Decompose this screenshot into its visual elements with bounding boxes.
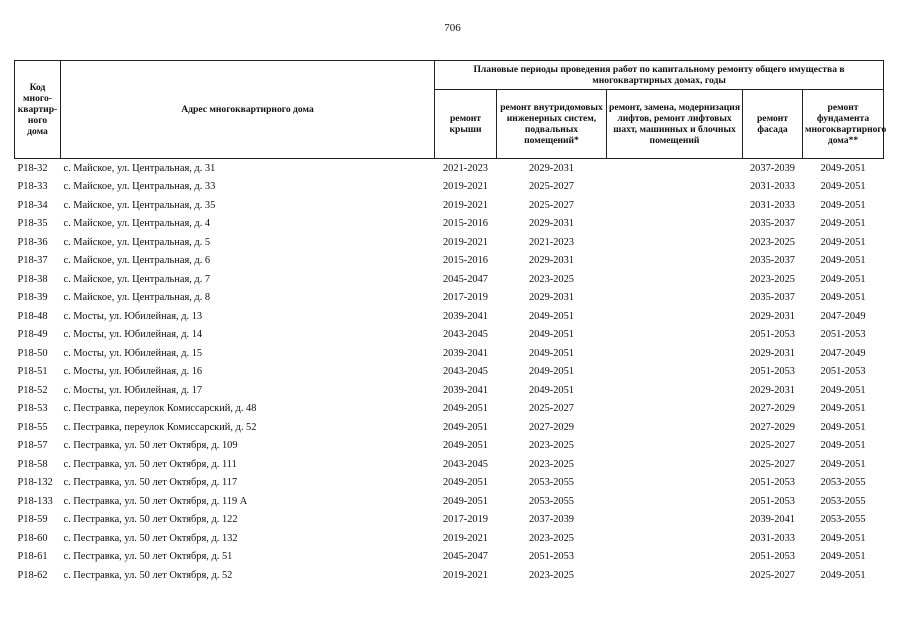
cell-systems: 2023-2025: [528, 273, 575, 285]
cell-roof: 2045-2047: [442, 551, 489, 563]
cell-systems: 2053-2055: [528, 477, 575, 489]
cell-address: с. Мосты, ул. Юбилейная, д. 15: [63, 347, 203, 359]
cell-roof: 2019-2021: [442, 569, 489, 581]
cell-systems: 2023-2025: [528, 569, 575, 581]
cell-systems: 2049-2051: [528, 310, 575, 322]
cell-address: с. Мосты, ул. Юбилейная, д. 14: [63, 329, 203, 341]
cell-address: с. Пестравка, ул. 50 лет Октября, д. 111: [63, 458, 237, 470]
cell-facade: 2031-2033: [749, 199, 796, 211]
cell-systems: 2049-2051: [528, 366, 575, 378]
cell-roof: 2017-2019: [442, 514, 489, 526]
cell-code: P18-133: [17, 495, 53, 507]
table-row: [15, 270, 884, 289]
cell-facade: 2023-2025: [749, 236, 796, 248]
table-row: [15, 307, 884, 326]
cell-facade: 2029-2031: [749, 310, 796, 322]
cell-roof: 2019-2021: [442, 532, 489, 544]
cell-address: с. Майское, ул. Центральная, д. 4: [63, 218, 211, 230]
cell-address: с. Майское, ул. Центральная, д. 5: [63, 236, 211, 248]
table-row: [15, 529, 884, 548]
cell-roof: 2021-2023: [442, 162, 489, 174]
cell-code: P18-57: [17, 440, 48, 452]
cell-address: с. Пестравка, ул. 50 лет Октября, д. 109: [63, 440, 238, 452]
cell-roof: 2049-2051: [442, 495, 489, 507]
cell-lifts: [607, 511, 743, 530]
cell-facade: 2035-2037: [749, 292, 796, 304]
header-foundation: ремонт фундамента многоквартирного дома**: [803, 90, 884, 159]
cell-roof: 2049-2051: [442, 403, 489, 415]
cell-facade: 2037-2039: [749, 162, 796, 174]
cell-code: P18-32: [17, 162, 48, 174]
cell-code: P18-37: [17, 255, 48, 267]
cell-roof: 2049-2051: [442, 440, 489, 452]
cell-code: P18-132: [17, 477, 53, 489]
table-row: [15, 548, 884, 567]
cell-address: с. Пестравка, ул. 50 лет Октября, д. 122: [63, 514, 238, 526]
header-periods-group: Плановые периоды проведения работ по капитальному ремонту общего имущества в многоквартирных домах, годы: [435, 61, 884, 90]
cell-facade: 2025-2027: [749, 458, 796, 470]
cell-lifts: [607, 548, 743, 567]
cell-address: с. Пестравка, переулок Комиссарский, д. 48: [63, 403, 257, 415]
cell-systems: 2025-2027: [528, 403, 575, 415]
cell-code: P18-61: [17, 551, 48, 563]
table-header: [15, 61, 887, 159]
cell-address: с. Майское, ул. Центральная, д. 33: [63, 181, 216, 193]
cell-address: с. Пестравка, переулок Комиссарский, д. 52: [63, 421, 257, 433]
cell-lifts: [607, 381, 743, 400]
cell-foundation: 2049-2051: [820, 292, 866, 304]
cell-systems: 2029-2031: [528, 162, 575, 174]
cell-roof: 2019-2021: [442, 181, 489, 193]
cell-address: с. Мосты, ул. Юбилейная, д. 16: [63, 366, 203, 378]
cell-facade: 2027-2029: [749, 421, 796, 433]
cell-systems: 2049-2051: [528, 347, 575, 359]
cell-lifts: [607, 344, 743, 363]
page-number: 706: [444, 22, 461, 34]
cell-code: P18-36: [17, 236, 48, 248]
cell-address: с. Мосты, ул. Юбилейная, д. 13: [63, 310, 203, 322]
cell-lifts: [607, 159, 743, 178]
repair-schedule-table: [14, 60, 887, 585]
table-row: [15, 566, 884, 585]
cell-systems: 2051-2053: [528, 551, 575, 563]
cell-lifts: [607, 252, 743, 271]
cell-lifts: [607, 400, 743, 419]
cell-address: с. Пестравка, ул. 50 лет Октября, д. 117: [63, 477, 238, 489]
cell-foundation: 2047-2049: [820, 310, 866, 322]
cell-facade: 2035-2037: [749, 255, 796, 267]
cell-lifts: [607, 215, 743, 234]
cell-lifts: [607, 178, 743, 197]
cell-facade: 2039-2041: [749, 514, 796, 526]
cell-address: с. Майское, ул. Центральная, д. 7: [63, 273, 211, 285]
cell-facade: 2025-2027: [749, 569, 796, 581]
cell-facade: 2051-2053: [749, 329, 796, 341]
cell-foundation: 2049-2051: [820, 236, 866, 248]
table-row: [15, 511, 884, 530]
cell-systems: 2053-2055: [528, 495, 575, 507]
cell-address: с. Майское, ул. Центральная, д. 31: [63, 162, 216, 174]
cell-address: с. Пестравка, ул. 50 лет Октября, д. 51: [63, 551, 233, 563]
cell-foundation: 2049-2051: [820, 421, 866, 433]
cell-lifts: [607, 474, 743, 493]
cell-facade: 2035-2037: [749, 218, 796, 230]
cell-systems: 2025-2027: [528, 199, 575, 211]
cell-code: P18-39: [17, 292, 48, 304]
cell-address: с. Мосты, ул. Юбилейная, д. 17: [63, 384, 203, 396]
cell-lifts: [607, 418, 743, 437]
table-row: [15, 215, 884, 234]
cell-address: с. Пестравка, ул. 50 лет Октября, д. 52: [63, 569, 233, 581]
table-row: [15, 159, 884, 178]
cell-roof: 2017-2019: [442, 292, 489, 304]
cell-foundation: 2049-2051: [820, 255, 866, 267]
cell-foundation: 2049-2051: [820, 162, 866, 174]
cell-foundation: 2047-2049: [820, 347, 866, 359]
header-roof: ремонт крыши: [435, 90, 497, 159]
cell-facade: 2023-2025: [749, 273, 796, 285]
cell-systems: 2023-2025: [528, 458, 575, 470]
cell-code: P18-53: [17, 403, 48, 415]
cell-lifts: [607, 289, 743, 308]
header-address: Адрес многоквартирного дома: [61, 61, 435, 159]
cell-facade: 2051-2053: [749, 477, 796, 489]
cell-foundation: 2053-2055: [820, 477, 866, 489]
cell-roof: 2045-2047: [442, 273, 489, 285]
cell-foundation: 2053-2055: [820, 495, 866, 507]
cell-roof: 2019-2021: [442, 236, 489, 248]
header-facade: ремонт фасада: [743, 90, 803, 159]
cell-code: P18-34: [17, 199, 48, 211]
cell-address: с. Пестравка, ул. 50 лет Октября, д. 119 А: [63, 495, 248, 507]
cell-roof: 2015-2016: [442, 255, 489, 267]
cell-code: P18-33: [17, 181, 48, 193]
cell-facade: 2025-2027: [749, 440, 796, 452]
cell-foundation: 2049-2051: [820, 403, 866, 415]
cell-foundation: 2051-2053: [820, 366, 866, 378]
header-code: Код много-квартир-ного дома: [15, 61, 61, 159]
table-row: [15, 418, 884, 437]
cell-facade: 2051-2053: [749, 551, 796, 563]
cell-facade: 2051-2053: [749, 366, 796, 378]
cell-address: с. Майское, ул. Центральная, д. 35: [63, 199, 216, 211]
cell-code: P18-55: [17, 421, 48, 433]
cell-code: P18-62: [17, 569, 48, 581]
cell-foundation: 2051-2053: [820, 329, 866, 341]
cell-roof: 2039-2041: [442, 347, 489, 359]
cell-roof: 2039-2041: [442, 384, 489, 396]
header-lifts: ремонт, замена, модернизация лифтов, ремонт лифтовых шахт, машинных и блочных помещений: [607, 90, 743, 159]
cell-code: P18-59: [17, 514, 48, 526]
cell-address: с. Майское, ул. Центральная, д. 8: [63, 292, 211, 304]
cell-facade: 2027-2029: [749, 403, 796, 415]
cell-facade: 2029-2031: [749, 384, 796, 396]
cell-lifts: [607, 455, 743, 474]
cell-foundation: 2049-2051: [820, 181, 866, 193]
cell-lifts: [607, 492, 743, 511]
cell-systems: 2029-2031: [528, 218, 575, 230]
cell-code: P18-51: [17, 366, 48, 378]
table-row: [15, 344, 884, 363]
cell-code: P18-38: [17, 273, 48, 285]
cell-lifts: [607, 529, 743, 548]
table-row: [15, 400, 884, 419]
cell-lifts: [607, 566, 743, 585]
cell-roof: 2049-2051: [442, 421, 489, 433]
cell-systems: 2049-2051: [528, 329, 575, 341]
cell-code: P18-52: [17, 384, 48, 396]
cell-foundation: 2049-2051: [820, 440, 866, 452]
cell-systems: 2027-2029: [528, 421, 575, 433]
cell-lifts: [607, 270, 743, 289]
table-row: [15, 252, 884, 271]
cell-address: с. Пестравка, ул. 50 лет Октября, д. 132: [63, 532, 238, 544]
table-row: [15, 455, 884, 474]
cell-foundation: 2049-2051: [820, 199, 866, 211]
cell-roof: 2043-2045: [442, 458, 489, 470]
table-body: [15, 159, 884, 585]
cell-code: P18-49: [17, 329, 48, 341]
table-row: [15, 233, 884, 252]
cell-systems: 2049-2051: [528, 384, 575, 396]
header-systems: ремонт внутридомовых инженерных систем, подвальных помещений*: [497, 90, 607, 159]
cell-systems: 2023-2025: [528, 440, 575, 452]
cell-systems: 2037-2039: [528, 514, 575, 526]
cell-code: P18-35: [17, 218, 48, 230]
table-row: [15, 196, 884, 215]
cell-systems: 2021-2023: [528, 236, 575, 248]
cell-roof: 2049-2051: [442, 477, 489, 489]
cell-systems: 2023-2025: [528, 532, 575, 544]
cell-foundation: 2053-2055: [820, 514, 866, 526]
cell-facade: 2029-2031: [749, 347, 796, 359]
cell-lifts: [607, 437, 743, 456]
cell-code: P18-60: [17, 532, 48, 544]
table-row: [15, 326, 884, 345]
cell-roof: 2043-2045: [442, 329, 489, 341]
cell-address: с. Майское, ул. Центральная, д. 6: [63, 255, 211, 267]
cell-lifts: [607, 196, 743, 215]
cell-code: P18-58: [17, 458, 48, 470]
cell-lifts: [607, 363, 743, 382]
cell-lifts: [607, 307, 743, 326]
cell-lifts: [607, 233, 743, 252]
cell-lifts: [607, 326, 743, 345]
cell-foundation: 2049-2051: [820, 273, 866, 285]
cell-facade: 2031-2033: [749, 181, 796, 193]
cell-facade: 2031-2033: [749, 532, 796, 544]
table-row: [15, 289, 884, 308]
table-row: [15, 178, 884, 197]
cell-roof: 2015-2016: [442, 218, 489, 230]
table-row: [15, 437, 884, 456]
cell-systems: 2029-2031: [528, 292, 575, 304]
cell-roof: 2019-2021: [442, 199, 489, 211]
cell-code: P18-50: [17, 347, 48, 359]
cell-foundation: 2049-2051: [820, 384, 866, 396]
cell-facade: 2051-2053: [749, 495, 796, 507]
cell-systems: 2029-2031: [528, 255, 575, 267]
cell-foundation: 2049-2051: [820, 218, 866, 230]
cell-code: P18-48: [17, 310, 48, 322]
table-row: [15, 363, 884, 382]
cell-foundation: 2049-2051: [820, 532, 866, 544]
cell-foundation: 2049-2051: [820, 458, 866, 470]
table-row: [15, 474, 884, 493]
table-row: [15, 492, 884, 511]
cell-foundation: 2049-2051: [820, 569, 866, 581]
cell-roof: 2039-2041: [442, 310, 489, 322]
table-row: [15, 381, 884, 400]
cell-foundation: 2049-2051: [820, 551, 866, 563]
cell-roof: 2043-2045: [442, 366, 489, 378]
cell-systems: 2025-2027: [528, 181, 575, 193]
